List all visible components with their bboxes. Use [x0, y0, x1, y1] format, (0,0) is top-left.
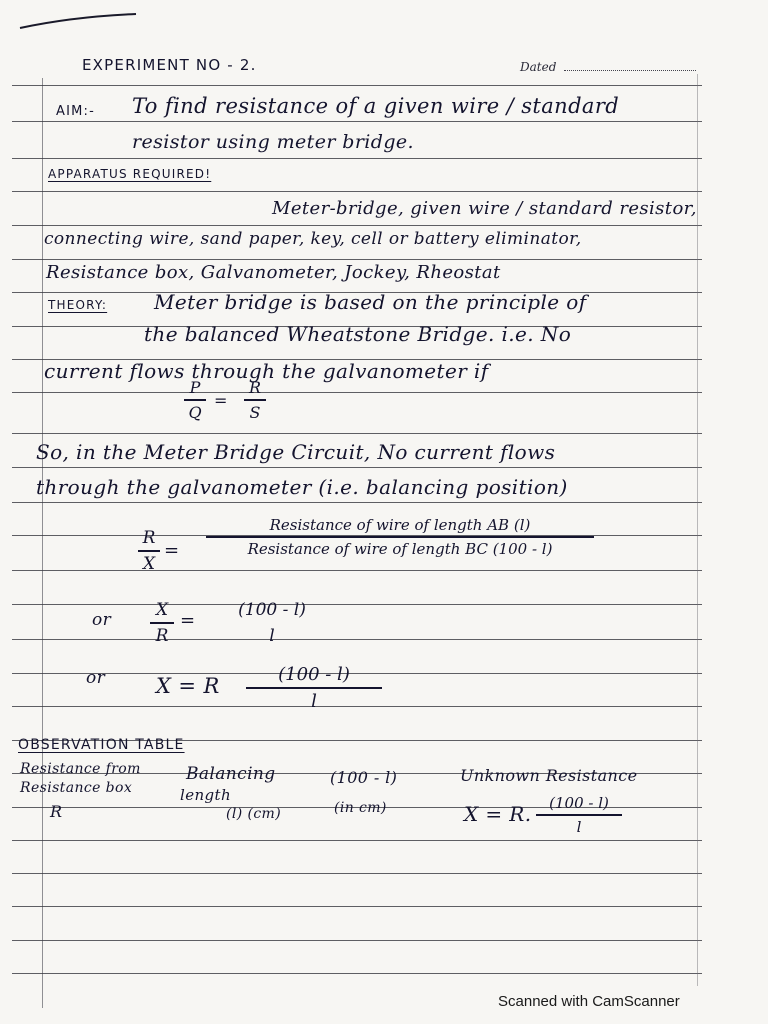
eq1-p: P [189, 378, 201, 397]
equation-x-over-r [150, 600, 174, 646]
circuit-line-2: through the galvanometer (i.e. balancing position) [36, 475, 568, 499]
experiment-title: EXPERIMENT NO - 2. [82, 56, 257, 74]
col3-line-1: (100 - l) [330, 768, 398, 787]
scanner-watermark: Scanned with CamScanner [498, 993, 680, 1010]
eq2-r: R [142, 528, 156, 548]
col4-numerator: (100 - l) [549, 794, 609, 812]
eq3-numerator: (100 - l) [238, 600, 306, 620]
col3-line-2: (in cm) [334, 800, 387, 816]
apparatus-line-2: connecting wire, sand paper, key, cell or battery eliminator, [44, 229, 582, 249]
equation-r-over-s [244, 378, 266, 422]
theory-label: THEORY: [48, 298, 108, 312]
equation-p-over-q [184, 378, 206, 422]
eq4-lhs: X = R [156, 674, 220, 698]
col4-fraction [536, 794, 622, 836]
eq3-r: R [155, 625, 169, 646]
dated-dotted-line [564, 70, 696, 71]
equation-100-minus-l-over-l-a [222, 600, 322, 646]
col1-line-2: Resistance box [20, 780, 133, 796]
margin-line [42, 78, 43, 1008]
eq1-r: R [248, 378, 262, 397]
observation-table-heading: OBSERVATION TABLE [18, 737, 185, 753]
eq2-equals: = [164, 540, 180, 561]
eq3-denominator: l [269, 625, 275, 646]
eq1-q: Q [188, 402, 202, 422]
eq3-equals: = [180, 610, 196, 631]
or-label-2: or [86, 668, 106, 688]
equation-resistance-ratio [206, 516, 594, 558]
aim-line-1: To find resistance of a given wire / standard [132, 94, 620, 118]
col1-line-3: R [50, 802, 63, 821]
circuit-line-1: So, in the Meter Bridge Circuit, No current flows [36, 440, 556, 464]
eq1-equals: = [214, 391, 228, 410]
col2-line-3: (l) (cm) [226, 806, 282, 822]
aim-label: AIM:- [56, 104, 96, 119]
eq2-numerator: Resistance of wire of length AB (l) [269, 516, 531, 534]
theory-line-2: the balanced Wheatstone Bridge. i.e. No [144, 322, 572, 346]
eq1-s: S [249, 402, 261, 422]
apparatus-heading: APPARATUS REQUIRED! [48, 167, 212, 181]
eq2-denominator: Resistance of wire of length BC (100 - l) [247, 539, 553, 558]
eq4-denominator: l [311, 690, 317, 712]
eq2-x: X [142, 553, 156, 574]
aim-line-2: resistor using meter bridge. [132, 131, 414, 153]
col2-line-2: length [180, 786, 232, 804]
col1-line-1: Resistance from [20, 761, 141, 777]
theory-line-3: current flows through the galvanometer if [44, 359, 489, 383]
theory-line-1: Meter bridge is based on the principle of [154, 290, 587, 314]
apparatus-line-3: Resistance box, Galvanometer, Jockey, Rheostat [46, 262, 501, 283]
dated-label: Dated [520, 60, 557, 74]
equation-100-minus-l-over-l-b [246, 664, 382, 712]
or-label-1: or [92, 610, 112, 630]
eq3-x: X [155, 600, 169, 620]
col2-line-1: Balancing [186, 764, 276, 784]
col4-lhs: X = R. [464, 802, 532, 826]
corner-pen-stroke [18, 12, 138, 32]
page-edge [697, 74, 698, 986]
apparatus-line-1: Meter-bridge, given wire / standard resistor, [272, 198, 697, 219]
equation-r-over-x [138, 528, 160, 574]
col4-denominator: l [576, 817, 582, 836]
eq4-numerator: (100 - l) [278, 664, 350, 685]
col4-line-1: Unknown Resistance [460, 766, 638, 785]
